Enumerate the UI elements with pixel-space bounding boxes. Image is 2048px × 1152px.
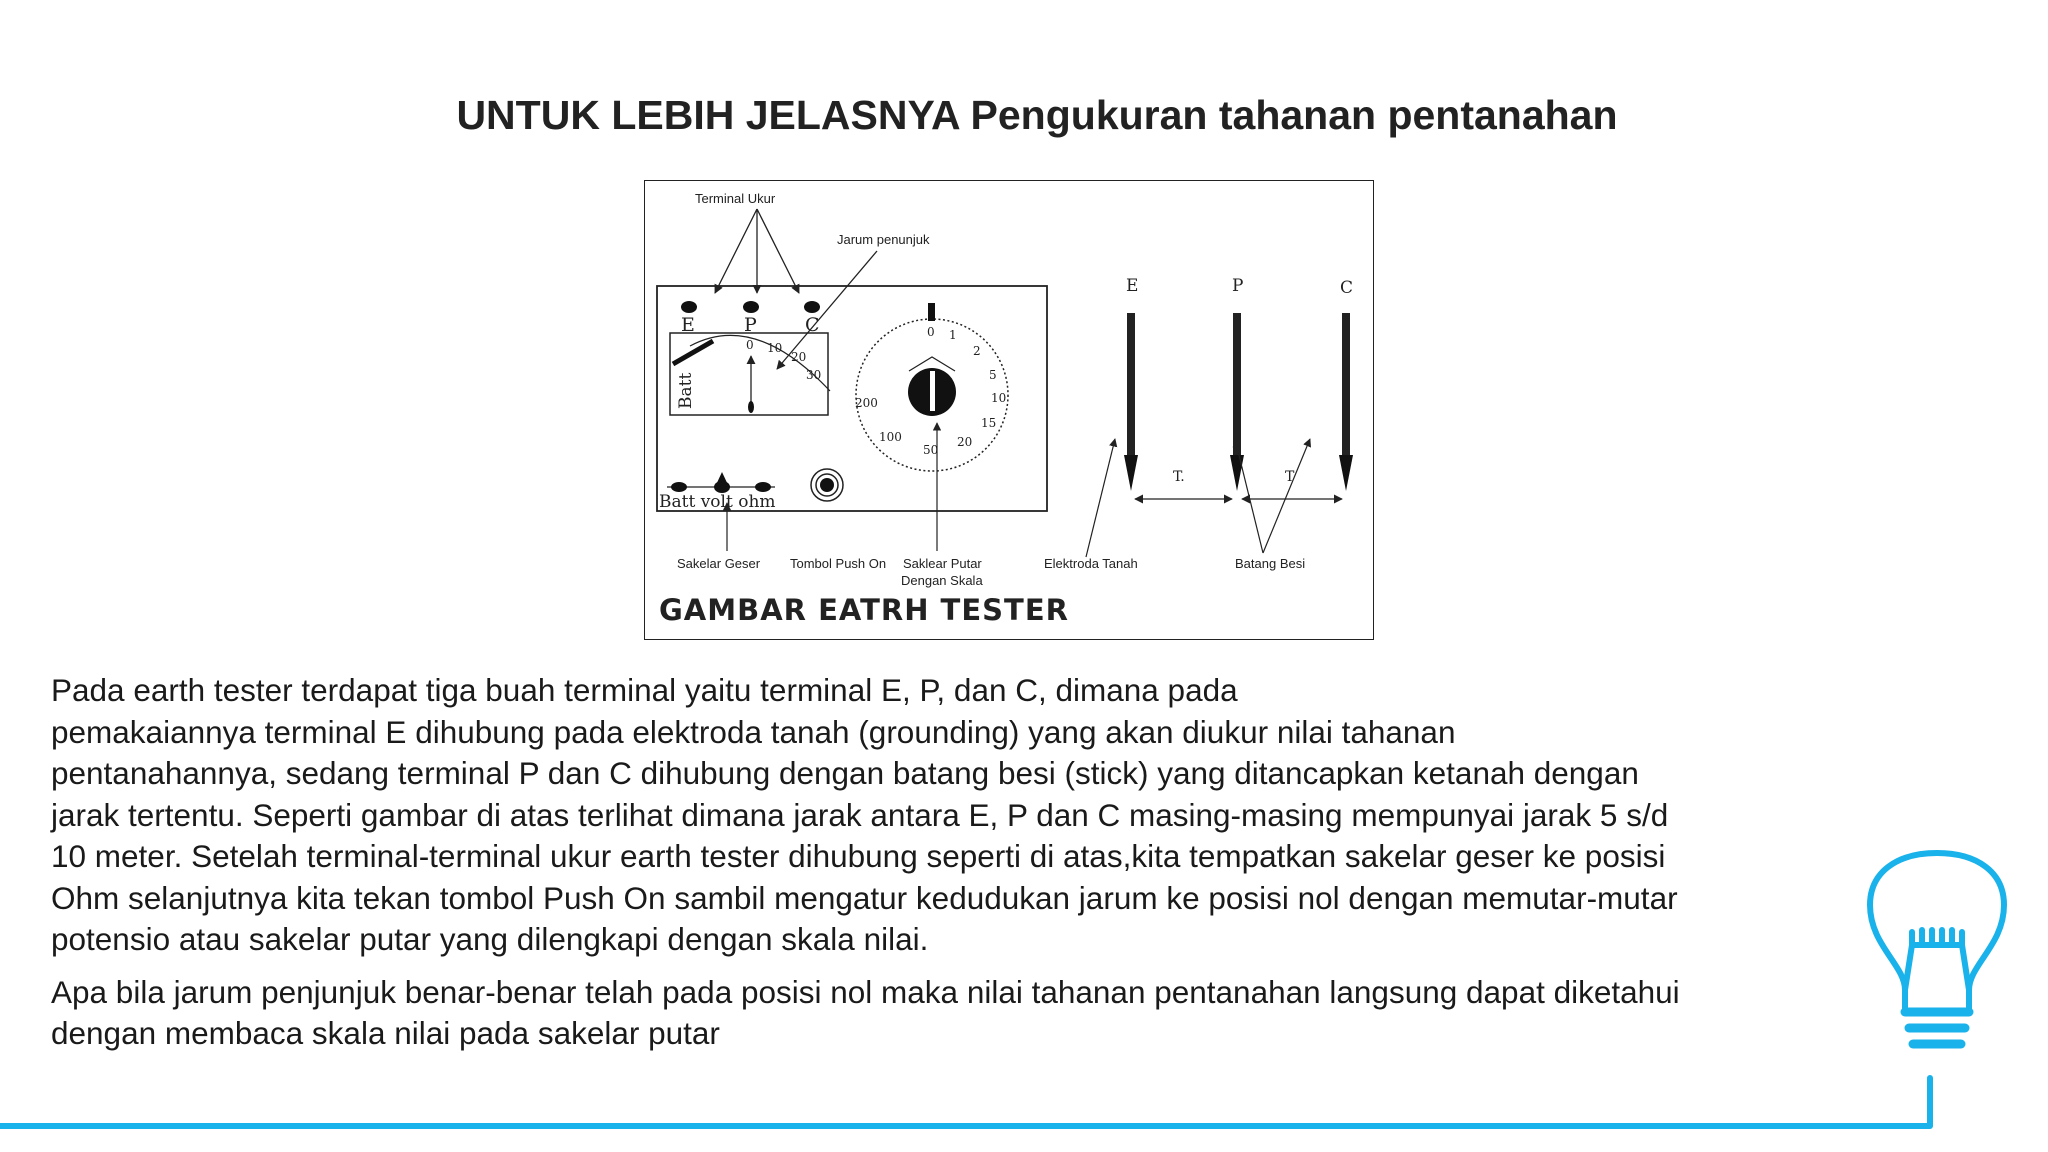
p1-line-4: jarak tertentu. Seperti gambar di atas terlihat dimana jarak antara E, P dan C masing-masing mempunyai jarak 5 s/d: [51, 796, 1669, 833]
saklear-putar-label: Saklear Putar: [903, 556, 982, 571]
page-title: UNTUK LEBIH JELASNYA Pengukuran tahanan pentanahan: [456, 92, 1618, 138]
terminal-p-label: P: [744, 314, 757, 336]
rod-e-label: E: [1126, 276, 1139, 296]
figure-caption: GAMBAR EATRH TESTER: [659, 593, 1069, 627]
terminal-e-label: E: [681, 314, 695, 336]
dengan-skala-label: Dengan Skala: [901, 573, 983, 588]
terminal-c-label: C: [805, 314, 820, 336]
p2-line-1: Apa bila jarum penjunjuk benar-benar telah pada posisi nol maka nilai tahanan pentanahan langsung dapat diketahui: [51, 973, 1680, 1010]
switch-positions-label: Batt volt ohm: [659, 492, 776, 512]
dial-tick-200: 200: [855, 396, 878, 410]
p1-line-1: Pada earth tester terdapat tiga buah terminal yaitu terminal E, P, dan C, dimana pada: [51, 672, 1238, 708]
p2-line-2: dengan membaca skala nilai pada sakelar putar: [51, 1015, 720, 1051]
distance-label-2: T: [1285, 469, 1295, 485]
p1-line-7: potensio atau sakelar putar yang dilengkapi dengan skala nilai.: [51, 921, 929, 957]
dial-tick-50: 50: [923, 443, 939, 457]
dial-tick-2: 2: [973, 344, 981, 358]
volt-tick-10: 10: [767, 341, 783, 355]
distance-label-1: T.: [1173, 469, 1185, 485]
dial-tick-1: 1: [949, 328, 957, 342]
dial-tick-15: 15: [981, 416, 997, 430]
accent-line: [0, 1078, 1930, 1126]
dial-tick-10: 10: [991, 391, 1007, 405]
volt-tick-30: 30: [806, 368, 822, 382]
sakelar-geser-label: Sakelar Geser: [677, 556, 761, 571]
volt-tick-0: 0: [746, 338, 754, 352]
volt-tick-20: 20: [791, 350, 807, 364]
elektroda-tanah-label: Elektroda Tanah: [1044, 556, 1138, 571]
p1-line-3: pentanahannya, sedang terminal P dan C dihubung dengan batang besi (stick) yang ditancapkan ketanah dengan: [51, 755, 1639, 791]
rod-c-label: C: [1340, 278, 1354, 298]
p1-line-5: 10 meter. Setelah terminal-terminal ukur earth tester dihubung seperti di atas,kita tempatkan sakelar geser ke posisi: [51, 838, 1666, 874]
dial-tick-5: 5: [989, 368, 997, 382]
jarum-penunjuk-label: Jarum penunjuk: [837, 232, 930, 247]
rod-p-label: P: [1232, 276, 1244, 296]
dial-tick-0: 0: [927, 325, 935, 339]
terminal-ukur-label: Terminal Ukur: [695, 191, 776, 206]
dial-tick-100: 100: [879, 430, 902, 444]
p1-line-6: Ohm selanjutnya kita tekan tombol Push On sambil mengatur kedudukan jarum ke posisi nol dengan memutar-mutar: [51, 879, 1678, 916]
tombol-push-on-label: Tombol Push On: [790, 556, 887, 571]
batang-besi-label: Batang Besi: [1235, 556, 1306, 571]
dial-tick-20: 20: [957, 435, 973, 449]
p1-line-2: pemakaiannya terminal E dihubung pada elektroda tanah (grounding) yang akan diukur nilai tahanan: [51, 713, 1456, 750]
batt-label: Batt: [676, 372, 696, 409]
